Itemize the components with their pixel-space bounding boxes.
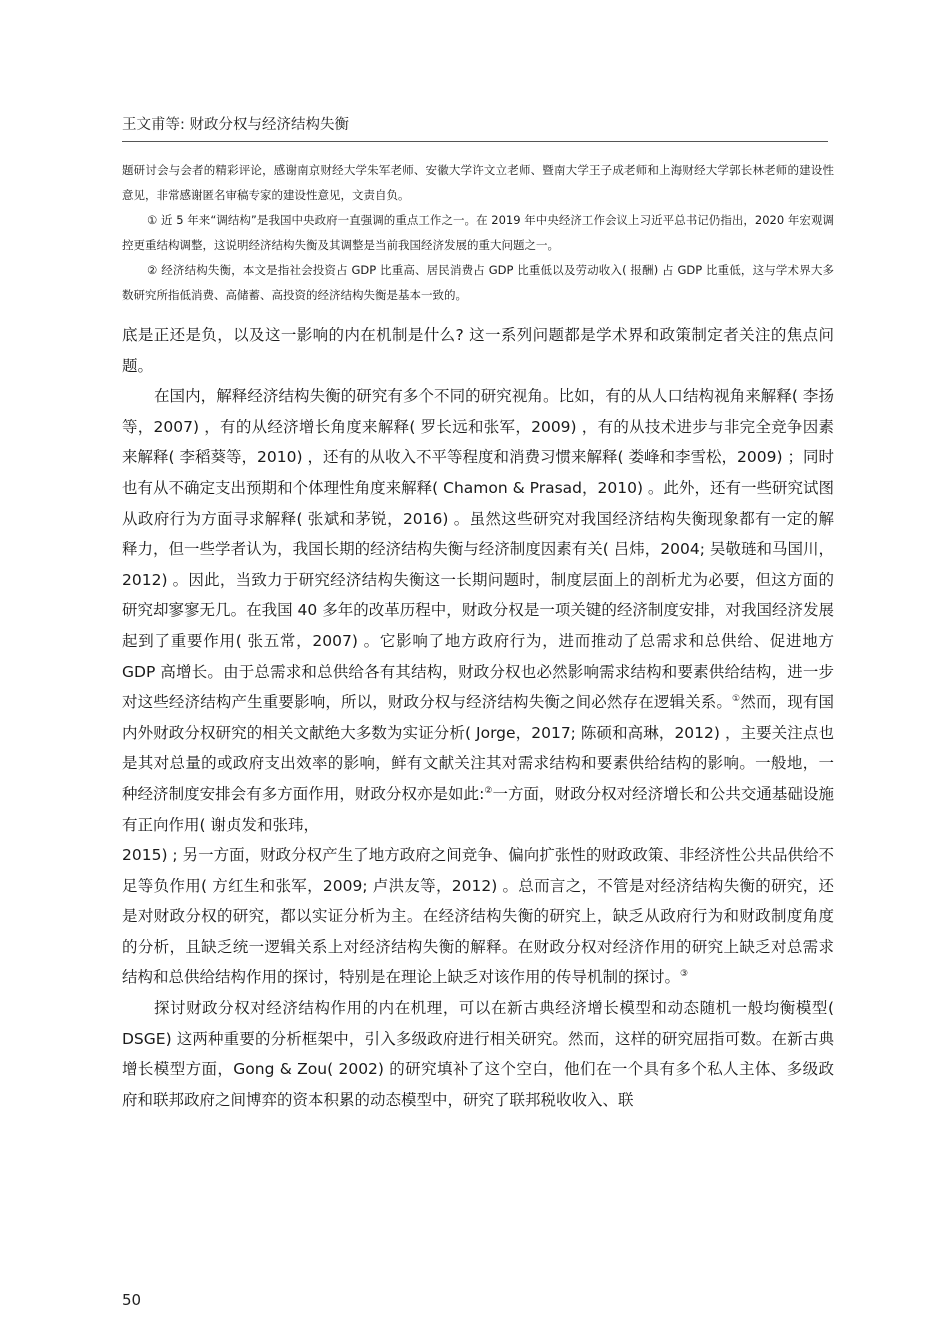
footnote-marker-2[interactable]: ②: [484, 785, 493, 796]
footnote-marker-1[interactable]: ①: [732, 693, 741, 704]
paragraph-continued: 底是正还是负，以及这一影响的内在机制是什么? 这一系列问题都是学术界和政策制定者关注的焦点问题。: [122, 326, 834, 375]
paragraph-text: 然而，现有国内外财政分权研究的相关文献绝大多数为实证分析( Jorge，2017; 陈硕和高琳，2012) ，主要关注点也是其对总量的或政府支出效率的影响，鲜有文献关注其对需求结构和要素供给结构的影响。一般地，一种经济制度安排会有多方面作用，财政分权亦是如此:: [122, 693, 834, 803]
footnote-marker-3[interactable]: ③: [680, 969, 689, 980]
paragraph-domestic-research: [122, 381, 834, 840]
body-text: [122, 320, 834, 1115]
acknowledgement-footnote: 题研讨会与会者的精彩评论，感谢南京财经大学朱军老师、安徽大学许文立老师、暨南大学王子成老师和上海财经大学郭长林老师的建设性意见，非常感谢匿名审稿专家的建设性意见，文责自负。: [122, 163, 834, 202]
paragraph-text: 一方面，财政分权对经济增长和公共交通基础设施有正向作用( 谢贞发和张玮，: [122, 784, 834, 834]
paragraph-mechanism: 探讨财政分权对经济结构作用的内在机理，可以在新古典经济增长模型和动态随机一般均衡模型( DSGE) 这两种重要的分析框架中，引入多级政府进行相关研究。然而，这样的研究屈指可数。在新古典增长模型方面，Gong & Zou( 2002) 的研究填补了这个空白，他们在一个具有多个私人主体、多级政府和联邦政府之间博弈的资本积累的动态模型中，研究了联邦税收收入、联: [122, 999, 834, 1109]
footnotes: [122, 158, 834, 308]
footnote-2: ② 经济结构失衡，本文是指社会投资占 GDP 比重高、居民消费占 GDP 比重低以及劳动收入( 报酬) 占 GDP 比重低，这与学术界大多数研究所指低消费、高储蓄、高投资的经济结构失衡是基本一致的。: [122, 263, 834, 302]
paragraph-text: 2015) ; 另一方面，财政分权产生了地方政府之间竞争、偏向扩张性的财政政策、非经济性公共品供给不足等负作用( 方红生和张军，2009; 卢洪友等，2012) 。总而言之，不管是对经济结构失衡的研究，还是对财政分权的研究，都以实证分析为主。在经济结构失衡的研究上，缺乏从政府行为和财政制度角度的分析，且缺乏统一逻辑关系上对经济结构失衡的解释。在财政分权对经济作用的研究上缺乏对总需求结构和总供给结构作用的探讨，特别是在理论上缺乏对该作用的传导机制的探讨。: [122, 846, 834, 987]
paragraph-text: 在国内，解释经济结构失衡的研究有多个不同的研究视角。比如，有的从人口结构视角来解释( 李扬等，2007) ，有的从经济增长角度来解释( 罗长远和张军，2009) ，有的从技术进步与非完全竞争因素来解释( 李稻葵等，2010) ，还有的从收入不平等程度和消费习惯来解释( 娄峰和李雪松，2009) ；同时也有从不确定支出预期和个体理性角度来解释( Chamon & Prasad，2010) 。此外，还有一些研究试图从政府行为方面寻求解释( 张斌和茅锐，2016) 。虽然这些研究对我国经济结构失衡现象都有一定的解释力，但一些学者认为，我国长期的经济结构失衡与经济制度因素有关( 吕炜，2004; 吴敬琏和马国川，2012) 。因此，当致力于研究经济结构失衡这一长期问题时，制度层面上的剖析尤为必要，但这方面的研究却寥寥无几。在我国 40 多年的改革历程中，财政分权是一项关键的经济制度安排，对我国经济发展起到了重要作用( 张五常，2007) 。它影响了地方政府行为，进而推动了总需求和总供给、促进地方 GDP 高增长。由于总需求和总供给各有其结构，财政分权也必然影响需求结构和要素供给结构，进一步对这些经济结构产生重要影响，所以，财政分权与经济结构失衡之间必然存在逻辑关系。: [122, 387, 834, 712]
footnote-1: ① 近 5 年来“调结构”是我国中央政府一直强调的重点工作之一。在 2019 年中央经济工作会议上习近平总书记仍指出，2020 年宏观调控更重结构调整，这说明经济结构失衡及其调整是当前我国经济发展的重大问题之一。: [122, 213, 834, 252]
page-number: 50: [122, 1291, 142, 1309]
header-rule: [122, 141, 828, 142]
paragraph-negative-effects: [122, 840, 834, 993]
running-header: 王文甫等: 财政分权与经济结构失衡: [122, 117, 349, 133]
